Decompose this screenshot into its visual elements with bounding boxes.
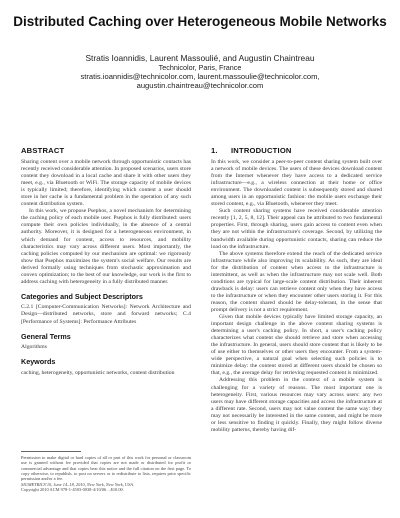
abstract-heading: ABSTRACT (21, 146, 65, 155)
author-names: Stratis Ioannidis, Laurent Massoulié, and Augustin Chaintreau (85, 53, 315, 63)
author-emails-line-2: augustin.chaintreau@technicolor.com (136, 81, 264, 91)
abstract-paragraph-1: Sharing content over a mobile network through opportunistic contacts has recently received considerable attention. In proposed scenarios, users store content they download in a local cache and share it with other users they meet, e.g., via Bluetooth or WiFi. The storage capacity of mobile devices is typically limited; therefore, identifying which content a user should store in her cache is a fundamental problem in the operation of any such content distribution system. (21, 159, 191, 208)
general-terms-heading: General Terms (21, 331, 71, 341)
footnote-permission-text: Permission to make digital or hard copies of all or part of this work for personal or classroom use is granted without fee provided that copies are not made or distributed for profit or commercial advantage and that copies bear this notice and the full citation on the first page. To copy otherwise, to republish, to post on servers or to redistribute to lists, requires prior specific permission and/or a fee. (21, 455, 191, 482)
footnote-copyright: Copyright 2010 ACM 978-1-4503-0038-4/10/06 ...$10.00. (21, 487, 124, 493)
abstract-paragraph-2: In this work, we propose Psephos, a novel mechanism for determining the caching policy of each mobile user. Psephos is fully distributed: users compute their own policies individually, in the absence of a central authority. Moreover, it is designed for a heterogeneous environment, in which demand for content, access to resources, and mobility characteristics may vary across different users. Most importantly, the caching policies computed by our mechanism are optimal: we rigorously show that Psephos maximizes the system's social welfare. Our results are derived formally using techniques from stochastic approximation and convex optimization; to the best of our knowledge, our work is the first to address caching with heterogeneity in a fully distributed manner. (21, 208, 191, 285)
intro-paragraph-5: Addressing this problem in the context of a mobile system is challenging for a variety of reasons. The most important one is heterogeneity. First, various resources may vary across users: any two users may have different storage capacities and access the infrastructure at a different rate. Second, users may not value content the same way: they may not necessarily be interested in the same content, and might be more or less sensitive to finding it quickly. Finally, they might follow diverse mobility patterns, thereby having dif- (211, 377, 382, 433)
general-terms-text: Algorithms (21, 344, 47, 351)
author-emails-line-1: stratis.ioannidis@technicolor.com, laurent.massoulie@technicolor.com, (80, 72, 320, 81)
left-column (21, 146, 191, 377)
introduction-heading (211, 146, 382, 155)
keywords-heading: Keywords (21, 357, 56, 367)
paper-title: Distributed Caching over Heterogeneous Mobile Networks (13, 14, 387, 29)
right-column (211, 146, 382, 434)
categories-text: C.2.1 [Computer-Communication Networks]: Network Architecture and Design—distributed networks, store and forward networks; C.4 [Performance of Systems]: Performance Attributes (21, 304, 191, 325)
keywords-text: caching, heterogeneity, opportunistic networks, content distribution (21, 369, 175, 376)
copyright-footnote (21, 451, 191, 492)
intro-paragraph-1: In this work, we consider a peer-to-peer content sharing system built over a network of mobile devices. The users of these devices download content from the Internet whenever they have access to a dedicated service infrastructure—e.g., a wireless connection at their home or office environment. The downloaded content is subsequently stored and shared among users in an opportunistic fashion: the mobile users exchange their stored content, e.g., via Bluetooth, whenever they meet. (211, 159, 382, 208)
author-affiliation: Technicolor, Paris, France (158, 63, 242, 72)
footnote-venue: SIGMETRICS'10, June 14–18, 2010, New York, New York, USA. (21, 481, 135, 487)
intro-paragraph-2: Such content sharing systems have received considerable attention recently [1, 2, 5, 8, 12]. Their appeal can be attributed to two fundamental properties. First, through sharing, users gain access to content even when they are not within the infrastructure's coverage. Second, by utilizing the bandwidth available during opportunistic contacts, sharing can reduce the load on the infrastructure. (211, 208, 382, 250)
footnote-divider (21, 451, 81, 452)
categories-heading: Categories and Subject Descriptors (21, 291, 143, 301)
intro-paragraph-4: Given that mobile devices typically have limited storage capacity, an important design challenge in the above content sharing systems is determining a user's caching policy. In short, a user's caching policy characterizes what content she should retrieve and store when accessing the infrastructure. In general, users should store content that is likely to be of use either to themselves or other users they encounter. From a system-wide perspective, a natural goal when selecting such policies is to minimize delay: the content stored at different users should be chosen so that, e.g., the average delay for retrieving requested content is minimized. (211, 314, 382, 377)
section-title: INTRODUCTION (231, 146, 292, 155)
author-block (0, 53, 400, 91)
intro-paragraph-3: The above systems therefore extend the reach of the dedicated service infrastructure while also improving its scalability. As such, they are ideal for the distribution of content when access to the infrastructure is intermittent, as well as when the infrastructure may not scale well. Both conditions are typical for large-scale content distribution. Their inherent drawback is delay: users can retrieve content only when they have access to the infrastructure or when they encounter other users storing it. For this reason, the content shared should be delay-tolerant, in the sense that prompt delivery is not a strict requirement. (211, 250, 382, 313)
section-number: 1. (211, 146, 218, 155)
